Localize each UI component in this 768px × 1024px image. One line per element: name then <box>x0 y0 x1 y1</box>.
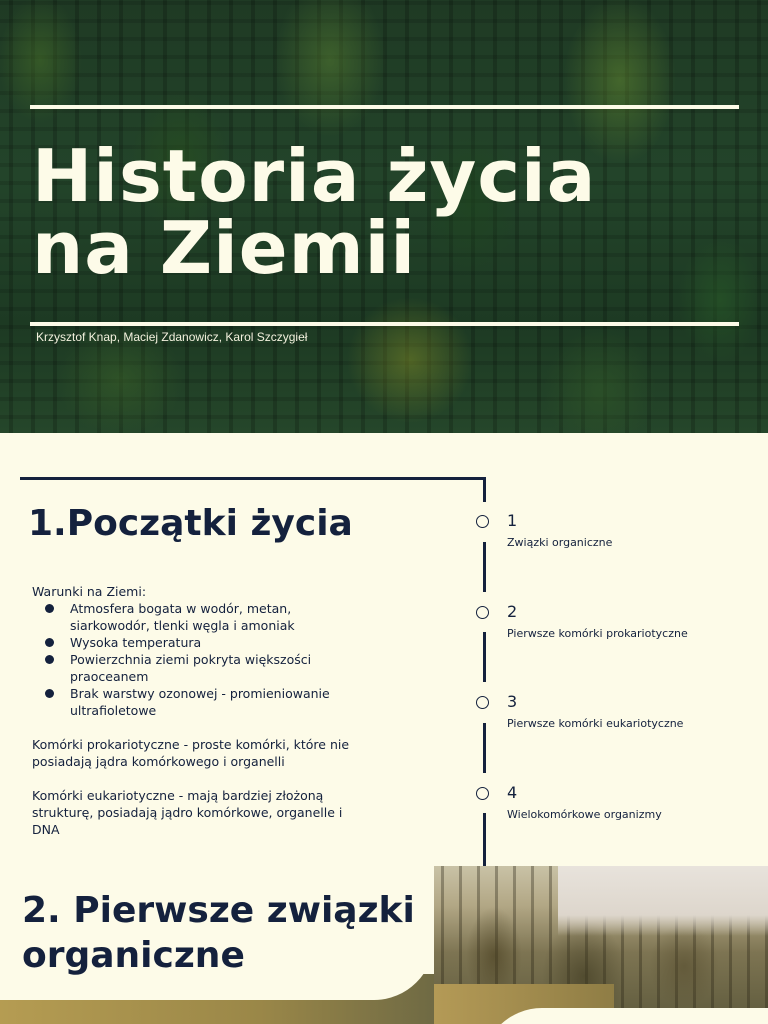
prokaryotes-definition: Komórki prokariotyczne - proste komórki, które nie posiadają jądra komórkowego i organelli <box>32 737 350 769</box>
timeline-step-number: 4 <box>507 783 518 802</box>
eukaryotes-definition: Komórki eukariotyczne - mają bardziej złożoną strukturę, posiadają jądro komórkowe, organelle i DNA <box>32 788 343 837</box>
slide-body-text <box>32 583 372 838</box>
authors-line: Krzysztof Knap, Maciej Zdanowicz, Karol Szczygieł <box>36 330 308 344</box>
beginnings-of-life-slide <box>0 433 768 866</box>
timeline-connector <box>483 813 486 866</box>
timeline-step-label: Związki organiczne <box>507 536 613 549</box>
conditions-list <box>32 600 372 719</box>
timeline-step-number: 2 <box>507 602 518 621</box>
list-item: Powierzchnia ziemi pokryta większości praoceanem <box>32 651 372 685</box>
timeline-step-number: 3 <box>507 692 518 711</box>
slide-header-rule <box>20 477 485 480</box>
decorative-cream-shape <box>482 1008 768 1024</box>
title-line-2: na Ziemii <box>32 206 417 290</box>
slide-title: 1.Początki życia <box>28 503 353 544</box>
presentation-title <box>32 134 732 290</box>
timeline-connector <box>483 477 486 502</box>
conditions-heading: Warunki na Ziemi: <box>32 584 147 599</box>
forest-hillside-photo <box>434 866 768 1024</box>
timeline-circle-icon <box>476 606 489 619</box>
timeline-connector <box>483 542 486 592</box>
list-item: Atmosfera bogata w wodór, metan, siarkowodór, tlenki węgla i amoniak <box>32 600 372 634</box>
list-item: Wysoka temperatura <box>32 634 372 651</box>
timeline-circle-icon <box>476 696 489 709</box>
timeline-step-label: Pierwsze komórki prokariotyczne <box>507 627 688 640</box>
timeline-step-number: 1 <box>507 511 518 530</box>
organic-compounds-slide <box>0 866 768 1024</box>
timeline-circle-icon <box>476 515 489 528</box>
slide-title: 2. Pierwsze związki organiczne <box>22 890 415 976</box>
title-bottom-rule <box>30 322 739 326</box>
timeline-circle-icon <box>476 787 489 800</box>
title-top-rule <box>30 105 739 109</box>
timeline-connector <box>483 632 486 682</box>
title-slide <box>0 0 768 433</box>
list-item: Brak warstwy ozonowej - promieniowanie ultrafioletowe <box>32 685 372 719</box>
timeline-connector <box>483 723 486 773</box>
timeline-step-label: Pierwsze komórki eukariotyczne <box>507 717 684 730</box>
title-line-1: Historia życia <box>32 134 597 218</box>
timeline-step-label: Wielokomórkowe organizmy <box>507 808 662 821</box>
